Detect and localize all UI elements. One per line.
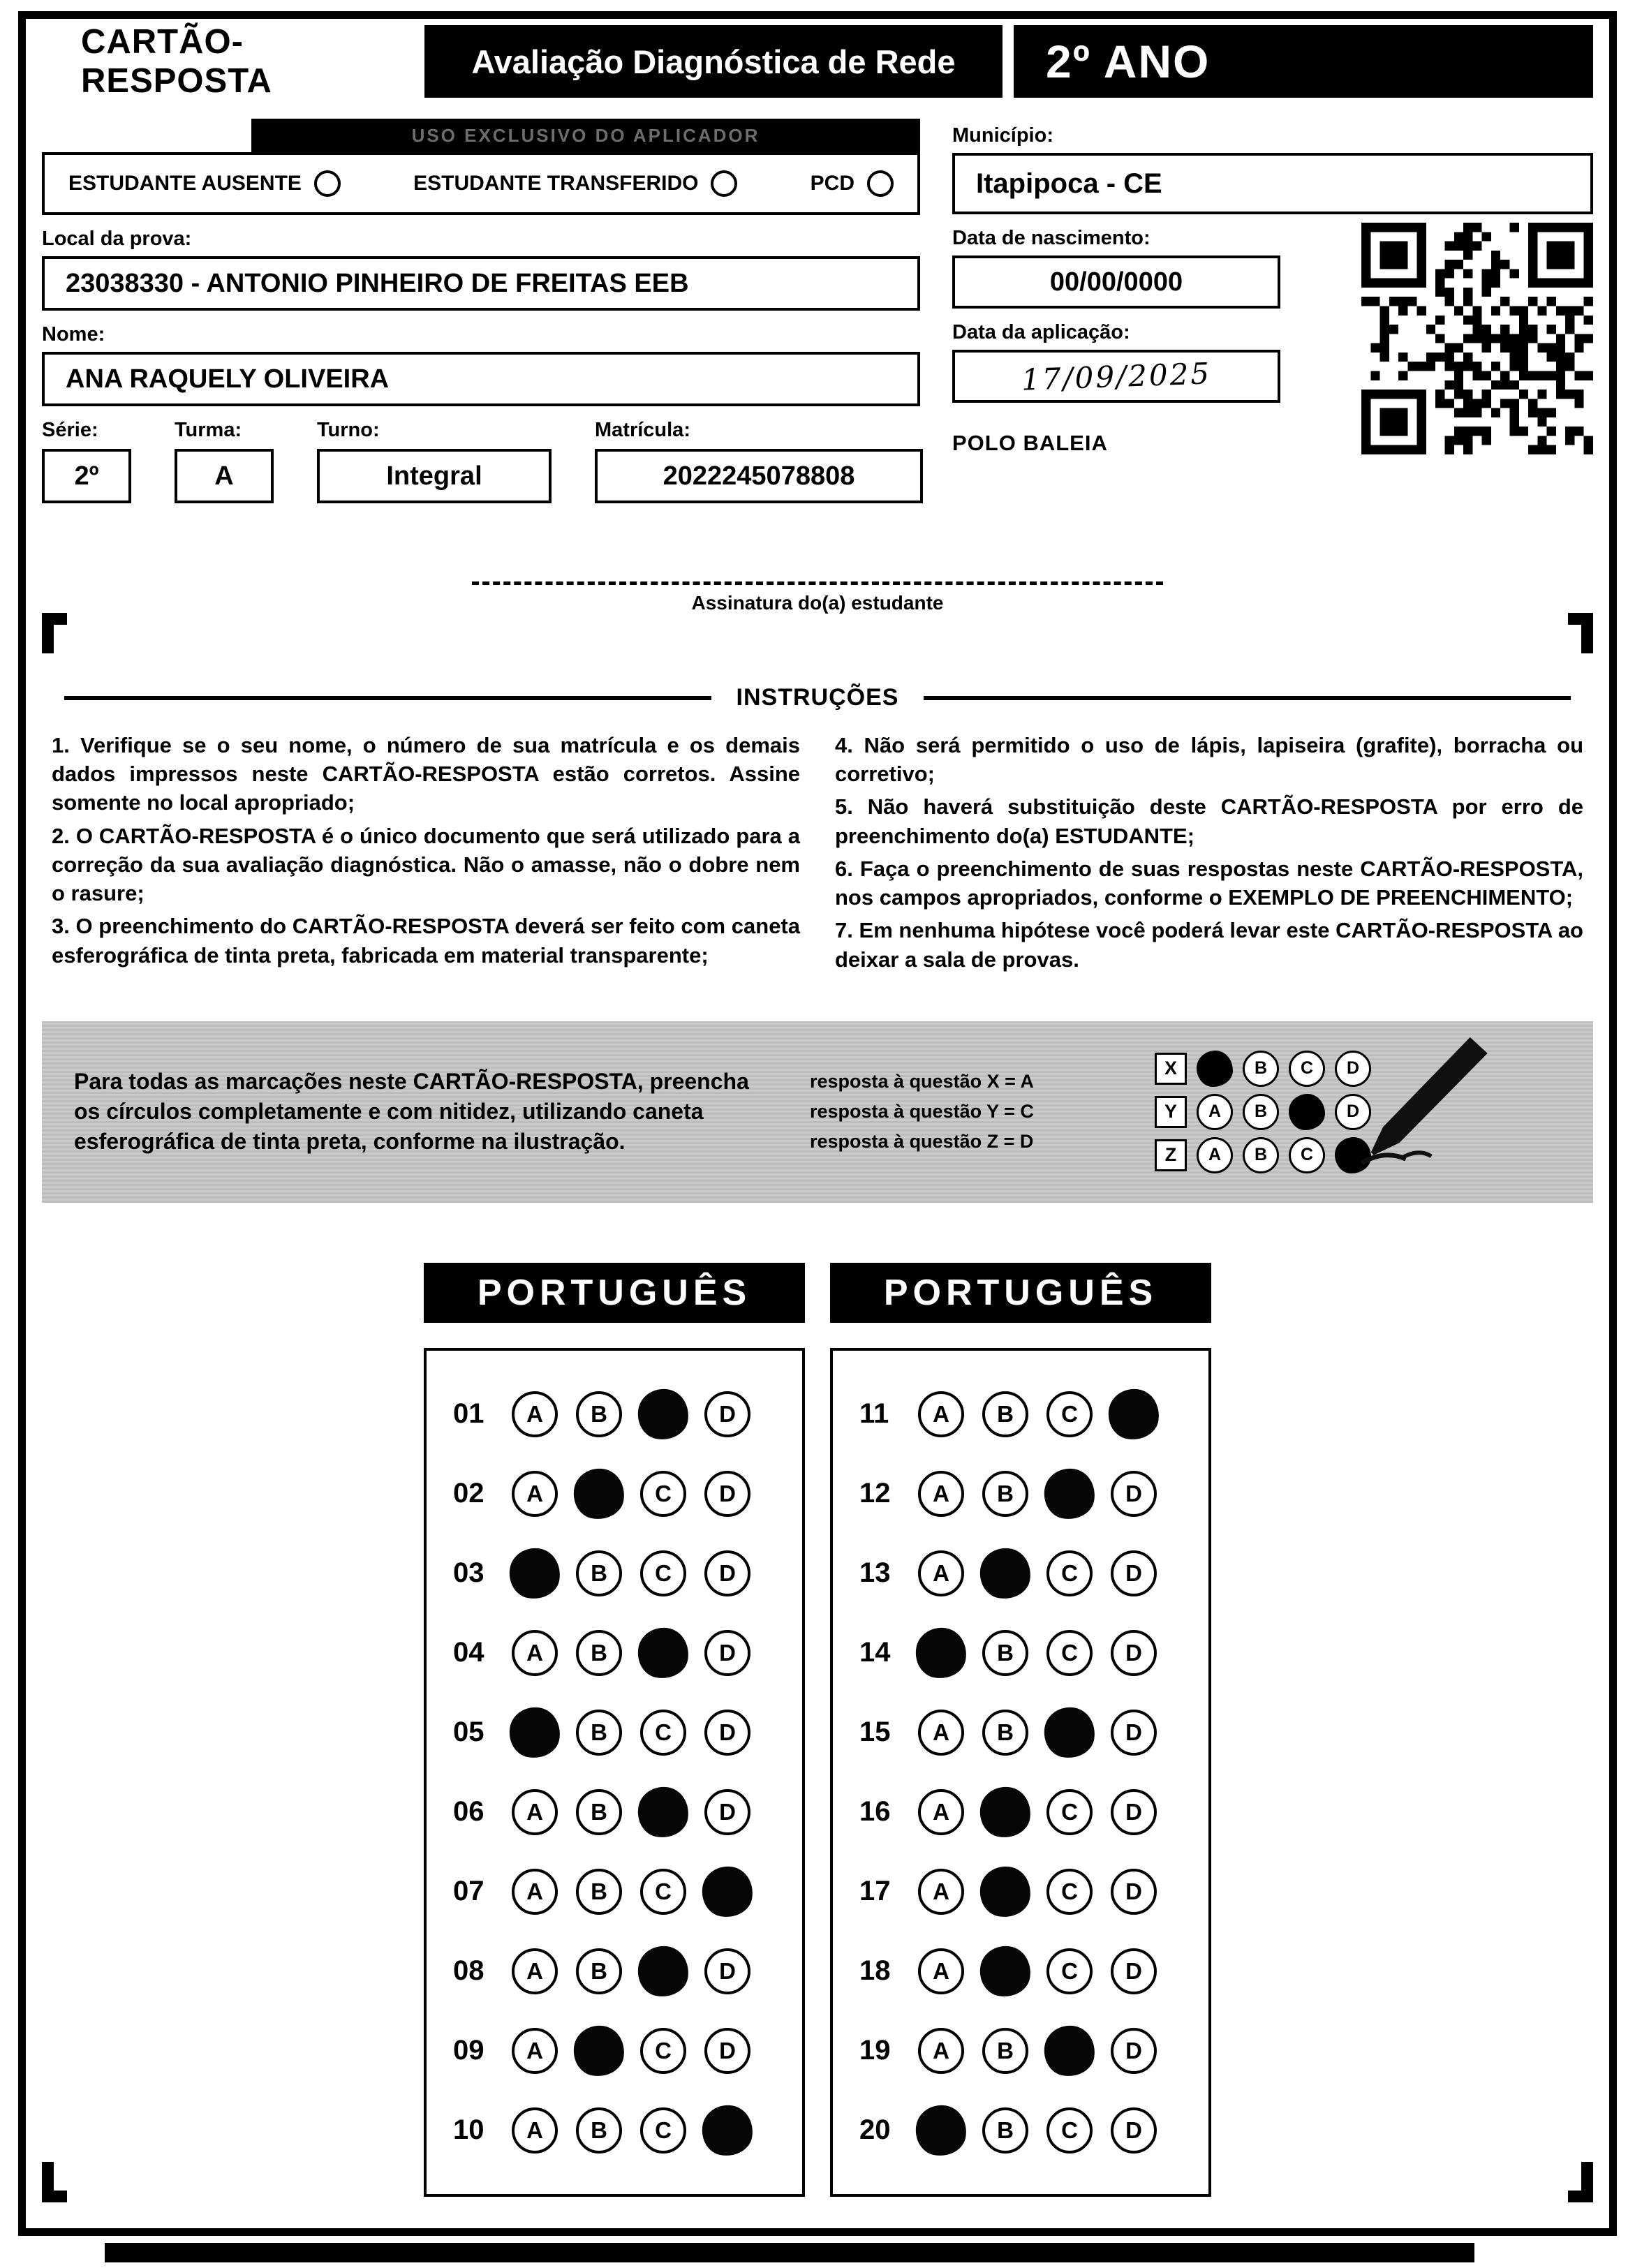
question-number: 20 [859, 2114, 891, 2146]
question-number: 11 [859, 1398, 889, 1430]
question-number: 01 [453, 1398, 484, 1430]
instruction-item: 3. O preenchimento do CARTÃO-RESPOSTA deverá ser feito com caneta esferográfica de tinta preta, fabricada em material transparente; [52, 914, 800, 968]
question-number: 14 [859, 1637, 891, 1668]
answer-bubble-marked[interactable] [634, 1385, 692, 1443]
answer-bubble[interactable]: D [1111, 1550, 1157, 1596]
answer-bubble-marked[interactable] [976, 1942, 1034, 2000]
answer-bubble[interactable]: C [1046, 1869, 1093, 1915]
question-row [453, 1534, 776, 1613]
answer-bubble-marked[interactable] [505, 1544, 563, 1602]
question-number: 08 [453, 1955, 484, 1987]
answer-bubble[interactable]: D [704, 1391, 750, 1437]
answer-bubble[interactable]: A [512, 1630, 558, 1676]
matricula-group [595, 419, 923, 503]
answer-bubble[interactable]: B [982, 2028, 1028, 2074]
fill-example-grid [1155, 1051, 1455, 1173]
crop-mark-top-left [42, 613, 67, 653]
applicator-option-bubble[interactable] [867, 170, 894, 197]
applicator-option-label: ESTUDANTE TRANSFERIDO [413, 172, 699, 195]
answer-bubble[interactable]: A [918, 1471, 964, 1517]
student-info-area [42, 119, 1593, 503]
answer-bubble-marked[interactable] [976, 1783, 1034, 1841]
example-legend-line: resposta à questão Z = D [810, 1131, 1034, 1152]
question-number: 15 [859, 1717, 891, 1748]
answer-bubble[interactable]: D [1111, 1789, 1157, 1835]
local-da-prova-value: 23038330 - ANTONIO PINHEIRO DE FREITAS EEB [42, 256, 920, 311]
answer-bubble[interactable]: A [918, 1391, 964, 1437]
example-bubble: C [1289, 1137, 1325, 1173]
answer-bubble[interactable]: B [982, 1630, 1028, 1676]
question-row [859, 1613, 1182, 1693]
answer-bubble[interactable]: D [1111, 2107, 1157, 2154]
answer-bubble[interactable]: A [512, 1471, 558, 1517]
question-number: 13 [859, 1557, 891, 1589]
question-row [453, 1613, 776, 1693]
turma-value: A [175, 449, 274, 503]
question-row [859, 1454, 1182, 1534]
example-bubble: A [1197, 1094, 1233, 1130]
municipio-value: Itapipoca - CE [952, 153, 1593, 214]
example-bubble-marked [1335, 1137, 1371, 1173]
grade-label: 2º ANO [1014, 25, 1593, 98]
question-number: 19 [859, 2035, 891, 2066]
applicator-option [68, 170, 341, 197]
question-number: 07 [453, 1876, 484, 1907]
question-number: 06 [453, 1796, 484, 1828]
example-bubble: D [1335, 1094, 1371, 1130]
example-legend-line: resposta à questão Y = C [810, 1101, 1034, 1122]
example-legend-line: resposta à questão X = A [810, 1070, 1034, 1092]
answer-bubble[interactable]: C [1046, 1391, 1093, 1437]
card-title: CARTÃO-RESPOSTA [81, 23, 272, 100]
nome-value: ANA RAQUELY OLIVEIRA [42, 352, 920, 406]
fill-example-text: Para todas as marcações neste CARTÃO-RESPOSTA, preencha os círculos completamente e com nitidez, utilizando caneta esferográfica de tinta preta, conforme na ilustração. [74, 1068, 749, 1155]
matricula-value: 2022245078808 [595, 449, 923, 503]
question-row [453, 1852, 776, 1932]
crop-mark-bottom-left [42, 2162, 67, 2202]
answer-bubble[interactable]: B [982, 1391, 1028, 1437]
data-nascimento-value: 00/00/0000 [952, 255, 1280, 309]
applicator-option-bubble[interactable] [314, 170, 341, 197]
answer-bubble[interactable]: B [576, 1869, 622, 1915]
question-row [453, 1693, 776, 1772]
exam-title: Avaliação Diagnóstica de Rede [424, 25, 1003, 98]
answer-bubble[interactable]: D [704, 2028, 750, 2074]
instructions-column-left [52, 731, 800, 978]
municipio-label: Município: [952, 124, 1053, 147]
instructions-title-row [64, 684, 1571, 711]
answer-bubble[interactable]: A [918, 1869, 964, 1915]
answer-bubble[interactable]: B [982, 2107, 1028, 2154]
applicator-option-label: ESTUDANTE AUSENTE [68, 172, 302, 195]
crop-mark-top-right [1568, 613, 1593, 653]
answer-bubble[interactable]: B [576, 1789, 622, 1835]
answer-bubble[interactable]: C [640, 1710, 686, 1756]
applicator-exclusive-bar: USO EXCLUSIVO DO APLICADOR [251, 119, 920, 152]
example-bubble: B [1243, 1051, 1279, 1087]
answer-bubble[interactable]: A [512, 1869, 558, 1915]
answer-bubble[interactable]: D [704, 1948, 750, 1994]
title-rule-right [924, 696, 1571, 700]
scan-edge-bar [105, 2243, 1474, 2262]
answer-bubble[interactable]: C [1046, 1550, 1093, 1596]
instruction-item: 2. O CARTÃO-RESPOSTA é o único documento que será utilizado para a correção da sua avaliação diagnóstica. Não o amasse, não o dobre nem o rasure; [52, 823, 800, 906]
info-left-column [42, 119, 920, 503]
question-number: 16 [859, 1796, 891, 1828]
answer-bubble[interactable]: A [512, 2028, 558, 2074]
turma-group [175, 419, 274, 503]
answer-bubble-marked[interactable] [912, 1624, 970, 1682]
instruction-item: 5. Não haverá substituição deste CARTÃO-RESPOSTA por erro de preenchimento do(a) ESTUDANTE; [835, 794, 1583, 848]
answer-bubble-marked[interactable] [634, 1783, 692, 1841]
question-row [859, 2011, 1182, 2091]
answer-grid [830, 1348, 1211, 2197]
answer-bubble[interactable]: D [704, 1550, 750, 1596]
signature-label: Assinatura do(a) estudante [691, 592, 944, 614]
answer-bubble[interactable]: A [918, 1789, 964, 1835]
info-right-column [952, 119, 1593, 503]
question-number: 05 [453, 1717, 484, 1748]
answer-bubble[interactable]: D [704, 1789, 750, 1835]
example-row [1155, 1051, 1455, 1087]
qr-code [1299, 214, 1593, 456]
answer-bubble-marked[interactable] [1040, 1703, 1098, 1761]
answer-bubble[interactable]: A [512, 2107, 558, 2154]
answer-grid [424, 1348, 805, 2197]
data-aplicacao-label: Data da aplicação: [952, 321, 1130, 343]
data-aplicacao-value-handwritten [952, 350, 1280, 403]
question-row [453, 1772, 776, 1852]
answer-bubble[interactable]: C [1046, 1789, 1093, 1835]
applicator-option-label: PCD [810, 172, 855, 195]
answer-bubble[interactable]: D [1111, 1710, 1157, 1756]
question-row [453, 2011, 776, 2091]
example-bubble: C [1289, 1051, 1325, 1087]
question-row [859, 1852, 1182, 1932]
answer-bubble[interactable]: B [982, 1471, 1028, 1517]
example-bubble: B [1243, 1094, 1279, 1130]
question-number: 18 [859, 1955, 891, 1987]
question-number: 02 [453, 1478, 484, 1509]
serie-value: 2º [42, 449, 131, 503]
answer-bubble[interactable]: B [982, 1710, 1028, 1756]
fill-example-legend [810, 1067, 1124, 1157]
answer-bubble[interactable]: C [1046, 2107, 1093, 2154]
turno-value: Integral [317, 449, 552, 503]
serie-label: Série: [42, 419, 98, 441]
instructions-section [42, 684, 1593, 978]
turno-label: Turno: [317, 419, 380, 441]
question-row [859, 1772, 1182, 1852]
turma-label: Turma: [175, 419, 242, 441]
answer-bubble[interactable]: D [704, 1710, 750, 1756]
answer-bubble-marked[interactable] [570, 1465, 628, 1522]
section-title: PORTUGUÊS [424, 1263, 805, 1323]
turno-group [317, 419, 552, 503]
applicator-option [413, 170, 737, 197]
instructions-title: INSTRUÇÕES [736, 684, 899, 711]
nome-label: Nome: [42, 323, 105, 346]
answer-bubble[interactable]: D [704, 1471, 750, 1517]
answer-bubble[interactable]: A [918, 1550, 964, 1596]
example-bubble-marked [1289, 1094, 1325, 1130]
answer-bubble[interactable]: D [1111, 1630, 1157, 1676]
answer-bubble[interactable]: B [576, 1630, 622, 1676]
example-row-label: X [1155, 1053, 1187, 1085]
answer-bubble[interactable]: C [640, 2107, 686, 2154]
answer-bubble[interactable]: C [1046, 1948, 1093, 1994]
answer-section [830, 1263, 1211, 2197]
answer-bubble[interactable]: C [1046, 1630, 1093, 1676]
instruction-item: 6. Faça o preenchimento de suas respostas neste CARTÃO-RESPOSTA, nos campos apropriados, conforme o EXEMPLO DE PREENCHIMENTO; [835, 856, 1583, 910]
question-row [859, 1374, 1182, 1454]
example-bubble: B [1243, 1137, 1279, 1173]
answer-bubble[interactable]: B [576, 1391, 622, 1437]
example-row-label: Y [1155, 1096, 1187, 1128]
answer-bubble-marked[interactable] [505, 1703, 563, 1761]
dates-column [952, 214, 1280, 456]
instruction-item: 4. Não será permitido o uso de lápis, lapiseira (grafite), borracha ou corretivo; [835, 733, 1583, 787]
example-bubble: A [1197, 1137, 1233, 1173]
local-da-prova-label: Local da prova: [42, 228, 192, 250]
polo-label: POLO BALEIA [952, 431, 1108, 455]
question-row [453, 1374, 776, 1454]
answer-bubble[interactable]: D [1111, 2028, 1157, 2074]
question-row [859, 1693, 1182, 1772]
dates-and-qr [952, 214, 1593, 456]
question-number: 12 [859, 1478, 891, 1509]
answer-bubble-marked[interactable] [634, 1624, 692, 1682]
crop-mark-bottom-right [1568, 2162, 1593, 2202]
answer-bubble-marked[interactable] [698, 1862, 756, 1920]
instructions-columns [52, 731, 1583, 978]
question-row [859, 1932, 1182, 2011]
question-number: 17 [859, 1876, 891, 1907]
signature-line[interactable] [472, 581, 1163, 585]
answer-bubble[interactable]: C [640, 1471, 686, 1517]
answer-bubble[interactable]: D [1111, 1471, 1157, 1517]
answer-bubble-marked[interactable] [912, 2101, 970, 2159]
data-nascimento-label: Data de nascimento: [952, 227, 1151, 249]
answer-section [424, 1263, 805, 2197]
header [42, 25, 1593, 98]
example-bubble: D [1335, 1051, 1371, 1087]
question-number: 03 [453, 1557, 484, 1589]
answer-bubble[interactable]: D [704, 1630, 750, 1676]
answer-bubble[interactable]: D [1111, 1869, 1157, 1915]
answer-bubble-marked[interactable] [1040, 2022, 1098, 2080]
example-row [1155, 1094, 1455, 1130]
answer-bubble-marked[interactable] [570, 2022, 628, 2080]
handwritten-date: 17/09/2025 [1021, 355, 1212, 397]
instructions-column-right [835, 731, 1583, 978]
question-number: 04 [453, 1637, 484, 1668]
title-rule-left [64, 696, 711, 700]
instruction-item: 1. Verifique se o seu nome, o número de sua matrícula e os demais dados impressos neste CARTÃO-RESPOSTA estão corretos. Assine somente no local apropriado; [52, 733, 800, 815]
answer-bubble[interactable]: B [576, 1550, 622, 1596]
fill-example-box [42, 1021, 1593, 1203]
answer-bubble[interactable]: C [640, 2028, 686, 2074]
section-title: PORTUGUÊS [830, 1263, 1211, 1323]
answer-grids-area [42, 1263, 1593, 2197]
answer-bubble-marked[interactable] [1104, 1385, 1162, 1443]
instruction-item: 7. Em nenhuma hipótese você poderá levar este CARTÃO-RESPOSTA ao deixar a sala de provas. [835, 918, 1583, 972]
answer-bubble[interactable]: A [918, 2028, 964, 2074]
applicator-options-box [42, 152, 920, 215]
question-number: 10 [453, 2114, 484, 2146]
answer-bubble[interactable]: B [576, 2107, 622, 2154]
example-row [1155, 1137, 1455, 1173]
answer-bubble-marked[interactable] [976, 1544, 1034, 1602]
answer-bubble[interactable]: A [918, 1948, 964, 1994]
answer-bubble[interactable]: C [640, 1550, 686, 1596]
question-row [859, 1534, 1182, 1613]
answer-bubble-marked[interactable] [976, 1862, 1034, 1920]
answer-bubble-marked[interactable] [1040, 1465, 1098, 1522]
question-number: 09 [453, 2035, 484, 2066]
question-row [453, 2091, 776, 2170]
answer-bubble-marked[interactable] [698, 2101, 756, 2159]
applicator-option-bubble[interactable] [711, 170, 737, 197]
serie-group [42, 419, 131, 503]
answer-bubble[interactable]: A [512, 1391, 558, 1437]
page-content [42, 25, 1593, 2197]
class-details-row [42, 419, 920, 503]
answer-bubble-marked[interactable] [634, 1942, 692, 2000]
example-bubble-marked [1197, 1051, 1233, 1087]
question-row [453, 1454, 776, 1534]
answer-bubble[interactable]: A [512, 1948, 558, 1994]
answer-bubble[interactable]: B [576, 1710, 622, 1756]
applicator-option [811, 170, 894, 197]
answer-bubble[interactable]: A [512, 1789, 558, 1835]
answer-bubble[interactable]: C [640, 1869, 686, 1915]
answer-bubble[interactable]: D [1111, 1948, 1157, 1994]
signature-area [472, 581, 1163, 614]
example-row-label: Z [1155, 1139, 1187, 1171]
matricula-label: Matrícula: [595, 419, 690, 441]
answer-bubble[interactable]: A [918, 1710, 964, 1756]
question-row [453, 1932, 776, 2011]
question-row [859, 2091, 1182, 2170]
answer-bubble[interactable]: B [576, 1948, 622, 1994]
